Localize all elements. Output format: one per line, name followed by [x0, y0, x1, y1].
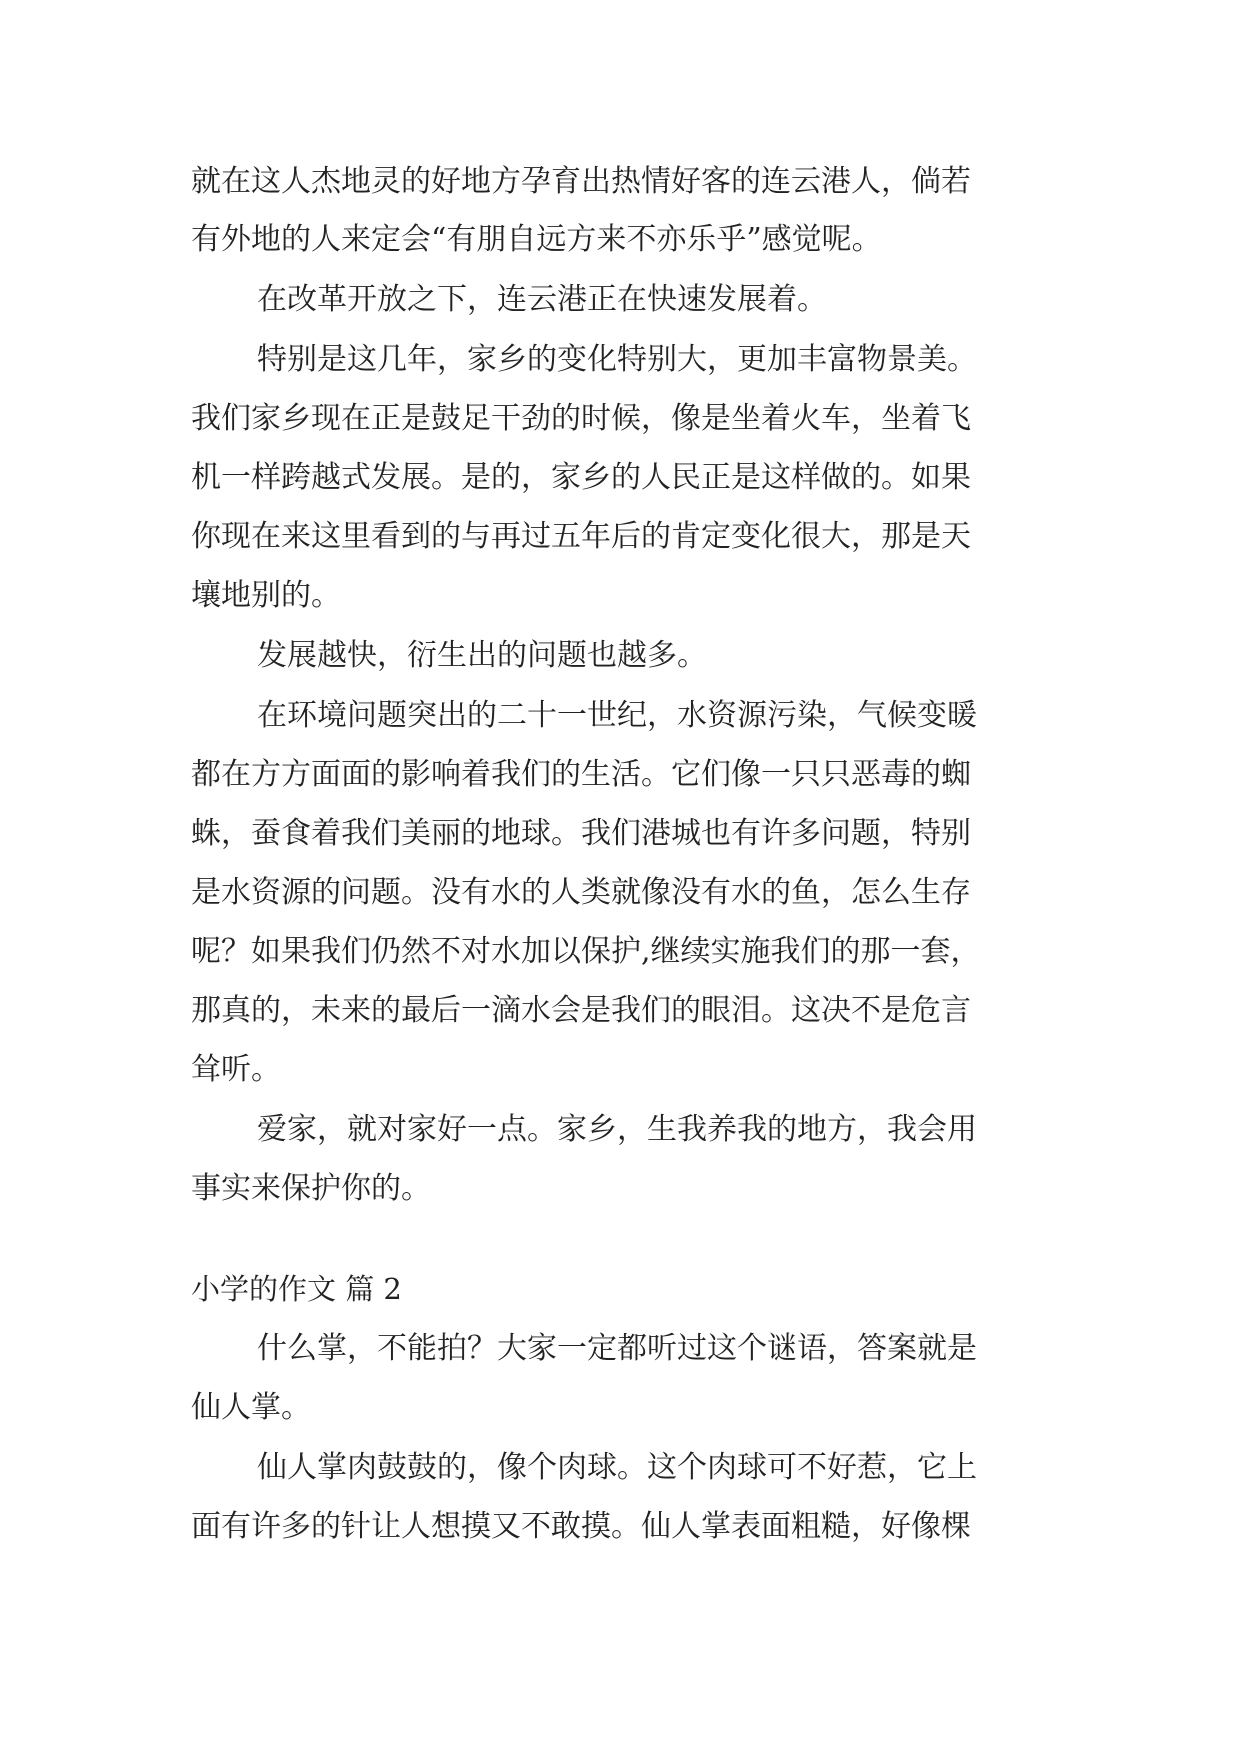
text-line: 机一样跨越式发展。是的，家乡的人民正是这样做的。如果	[191, 460, 971, 495]
text-line: 仙人掌肉鼓鼓的，像个肉球。这个肉球可不好惹，它上	[257, 1450, 977, 1485]
text-line: 你现在来这里看到的与再过五年后的肯定变化很大，那是天	[191, 519, 971, 554]
text-line: 那真的，未来的最后一滴水会是我们的眼泪。这决不是危言	[191, 993, 971, 1028]
text-line: 呢？如果我们仍然不对水加以保护,继续实施我们的那一套，	[191, 934, 981, 969]
text-line: 是水资源的问题。没有水的人类就像没有水的鱼，怎么生存	[191, 875, 971, 910]
text-line: 蛛，蚕食着我们美丽的地球。我们港城也有许多问题，特别	[191, 816, 971, 851]
text-line: 仙人掌。	[191, 1390, 311, 1425]
text-line: 有外地的人来定会“有朋自远方来不亦乐乎”感觉呢。	[191, 222, 882, 257]
text-line: 我们家乡现在正是鼓足干劲的时候，像是坐着火车，坐着飞	[191, 401, 971, 436]
text-line: 壤地别的。	[191, 578, 341, 613]
text-line: 什么掌，不能拍？大家一定都听过这个谜语，答案就是	[257, 1331, 977, 1366]
section-heading: 小学的作文 篇 2	[191, 1272, 402, 1306]
text-line: 爱家，就对家好一点。家乡，生我养我的地方，我会用	[257, 1112, 977, 1147]
text-line: 耸听。	[191, 1052, 281, 1087]
text-line: 事实来保护你的。	[191, 1171, 431, 1206]
text-line: 特别是这几年，家乡的变化特别大，更加丰富物景美。	[257, 342, 977, 377]
text-line: 都在方方面面的影响着我们的生活。它们像一只只恶毒的蜘	[191, 757, 971, 792]
text-line: 面有许多的针让人想摸又不敢摸。仙人掌表面粗糙，好像棵	[191, 1509, 971, 1544]
text-line: 发展越快，衍生出的问题也越多。	[257, 638, 707, 673]
text-line: 在环境问题突出的二十一世纪，水资源污染，气候变暖	[257, 698, 977, 733]
text-line: 在改革开放之下，连云港正在快速发展着。	[257, 282, 827, 317]
text-line: 就在这人杰地灵的好地方孕育出热情好客的连云港人，倘若	[191, 164, 971, 199]
